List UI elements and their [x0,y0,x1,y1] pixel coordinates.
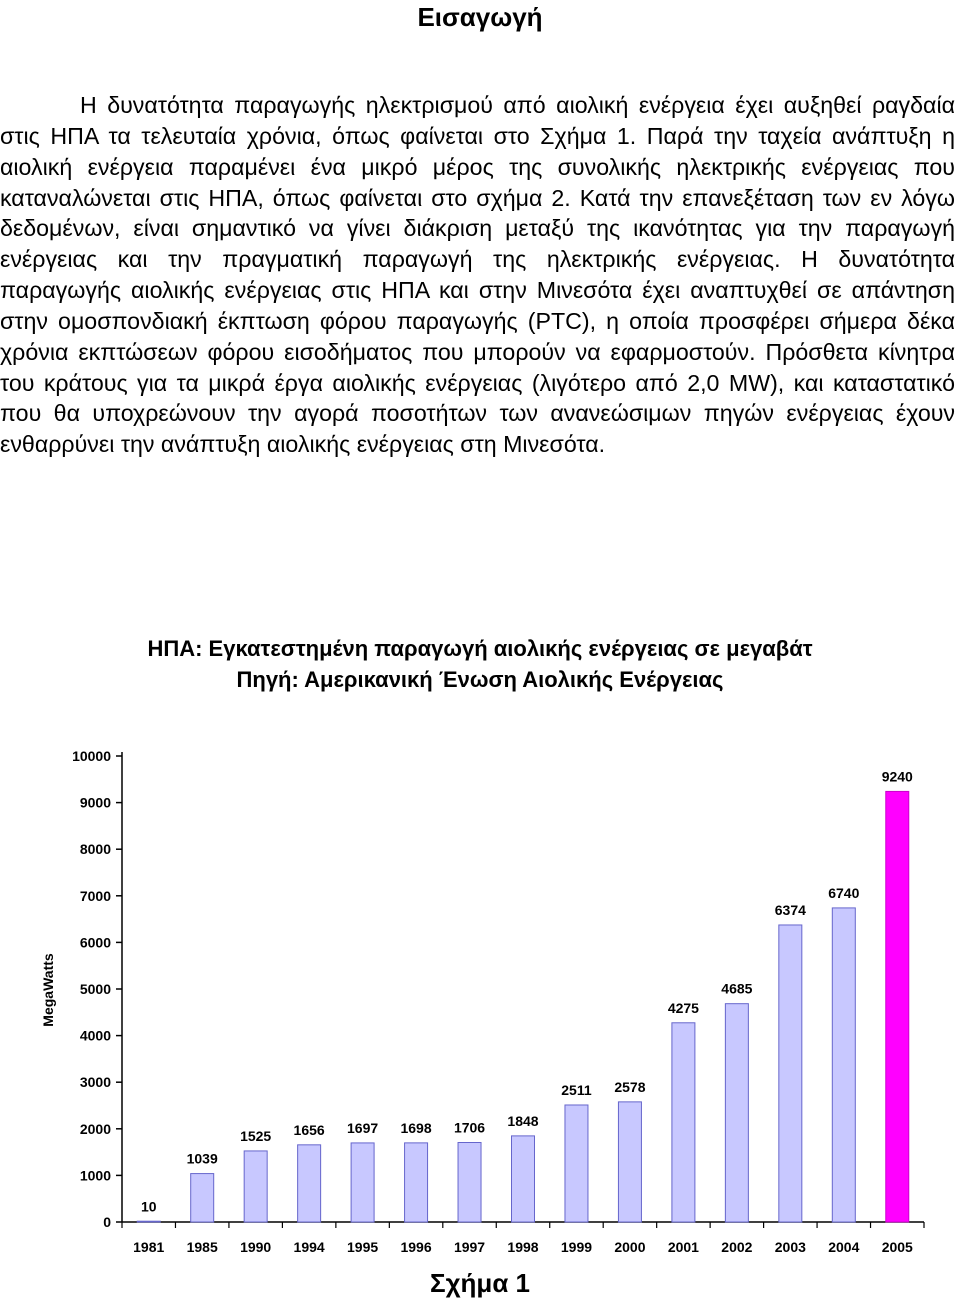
data-label: 6374 [774,901,806,918]
data-label: 1848 [507,1112,539,1129]
section-heading: Εισαγωγή [417,2,543,32]
data-label: 1656 [293,1121,325,1138]
y-tick-label: 0 [103,1214,111,1230]
y-tick-label: 9000 [79,794,111,811]
x-tick-label: 1999 [560,1239,593,1255]
data-label: 6740 [828,884,860,901]
x-tick-label: 1997 [453,1239,486,1255]
x-tick-label: 1981 [133,1239,165,1255]
intro-paragraph-text: Η δυνατότητα παραγωγής ηλεκτρισμού από αιολική ενέργεια έχει αυξηθεί ραγδαία στις ΗΠΑ τα τελευταία χρόνια, όπως φαίνεται στο Σχήμα 1. Παρά την ταχεία ανάπτυξη η αιολική ενέργεια παραμένει ένα μικρό μέρος της συνολικής ηλεκτρικής ενέργειας που καταναλώνεται στις ΗΠΑ, όπως φαίνεται στο σχήμα 2. Κατά την επανεξέταση των εν λόγω δεδομένων, είναι σημαντικό να γίνει διάκριση μεταξύ της ικανότητας για την παραγωγή ενέργειας και την πραγματική παραγωγή της ηλεκτρικής ενέργειας. Η δυνατότητα παραγωγής αιολικής ενέργειας στις ΗΠΑ και στην Μινεσότα έχει αναπτυχθεί σε απάντηση στην ομοσπονδιακή έκπτωση φόρου παραγωγής (PTC), η οποία προσφέρει σήμερα δέκα χρόνια εκπτώσεων φόρου εισοδήματος που μπορούν να εφαρμοστούν. Πρόσθετα κίνητρα του κράτους για τα μικρά έργα αιολικής ενέργειας (λιγότερο από 2,0 MW), και καταστατικό που θα υποχρεώνουν την αγορά ποσοτήτων των ανανεώσιμων πηγών ενέργειας έχουν ενθαρρύνει την ανάπτυξη αιολικής ενέργειας στη Μινεσότα. [0,92,955,458]
y-tick-label: 2000 [79,1120,111,1137]
y-tick-label: 10000 [72,748,111,764]
data-label: 10 [140,1198,157,1215]
x-tick-label: 2004 [828,1239,860,1255]
chart-bars [137,791,909,1222]
y-tick-label: 1000 [79,1167,111,1184]
y-axis-title: MegaWatts [40,953,56,1027]
data-label: 1697 [347,1119,379,1136]
data-label: 1039 [186,1150,218,1167]
y-tick-label: 7000 [79,887,111,904]
data-label: 2578 [614,1078,646,1095]
chart-title-line-1: ΗΠΑ: Εγκατεστημένη παραγωγή αιολικής ενέργειας σε μεγαβάτ [147,636,813,661]
data-label: 9240 [881,768,913,785]
bar [137,1221,160,1222]
x-tick-label: 1998 [507,1239,539,1255]
chart-title-line-2: Πηγή: Αμερικανική Ένωση Αιολικής Ενέργειας [236,667,724,692]
bar [832,908,855,1222]
y-tick-label: 8000 [79,841,111,858]
x-tick-label: 1995 [347,1239,379,1255]
data-label: 4275 [667,999,699,1016]
x-tick-label: 2000 [614,1239,646,1255]
bar [565,1105,588,1222]
y-tick-label: 6000 [79,934,111,951]
chart-title [0,633,960,695]
bar [779,925,802,1222]
x-tick-label: 2005 [881,1239,913,1255]
x-tick-label: 1990 [240,1239,272,1255]
bar [405,1143,428,1222]
x-tick-label: 1996 [400,1239,432,1255]
bar [672,1023,695,1222]
y-tick-label: 5000 [79,981,111,997]
x-tick-label: 2003 [774,1239,806,1255]
bar [244,1151,267,1222]
bar-highlight [886,791,909,1222]
data-label: 4685 [721,980,753,997]
figure-caption: Σχήμα 1 [429,1268,531,1298]
bar [618,1102,641,1222]
data-label: 2511 [561,1081,592,1098]
data-label: 1525 [240,1127,272,1144]
x-tick-label: 2002 [721,1239,753,1255]
bar [512,1136,535,1222]
bar-chart [0,730,960,1265]
data-label: 1698 [400,1119,432,1136]
bar [351,1143,374,1222]
bar [725,1004,748,1222]
bar [191,1174,214,1222]
data-label: 1706 [453,1119,486,1136]
intro-paragraph [0,90,955,460]
bar [458,1143,481,1222]
y-tick-label: 4000 [79,1027,111,1044]
x-tick-label: 1985 [186,1239,218,1255]
x-tick-label: 2001 [667,1239,699,1255]
bar [298,1145,321,1222]
y-tick-label: 3000 [79,1074,111,1091]
x-tick-label: 1994 [293,1239,325,1255]
